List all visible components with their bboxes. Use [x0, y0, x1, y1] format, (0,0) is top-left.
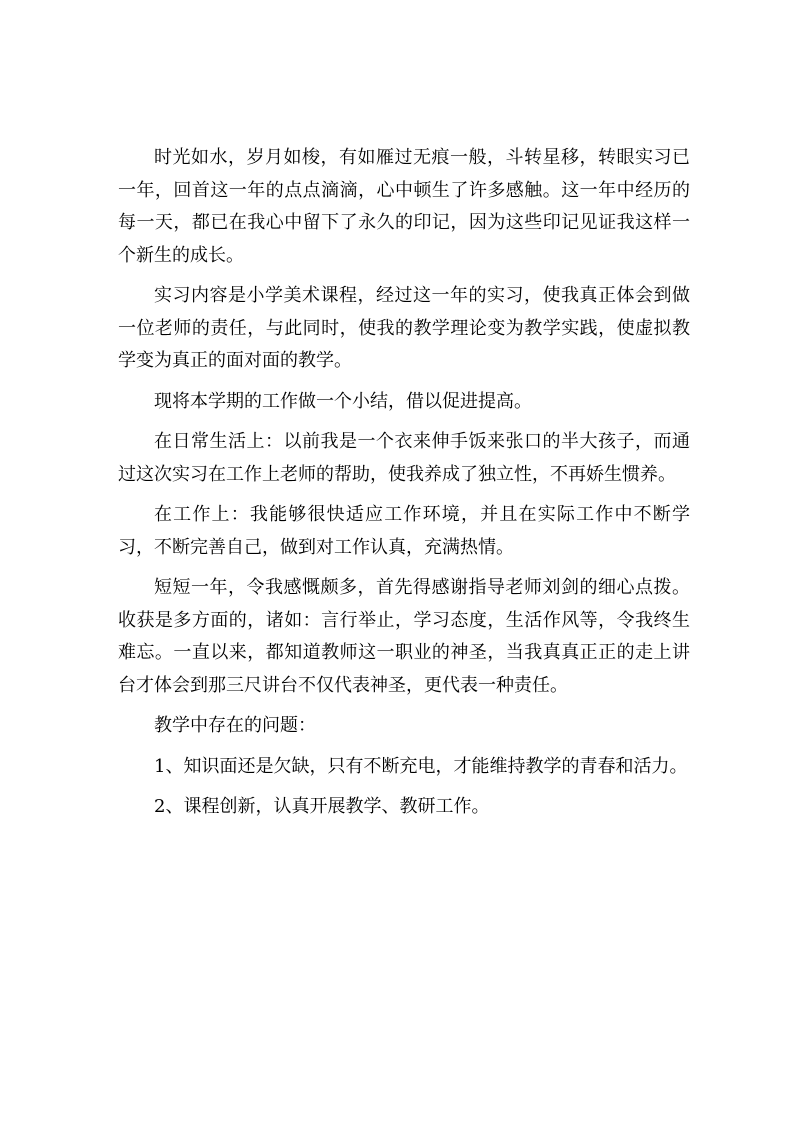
paragraph-problems-heading: 教学中存在的问题：	[154, 715, 316, 736]
paragraph-daily-life: 在日常生活上：以前我是一个衣来伸手饭来张口的半大孩子，而通过这次实习在工作上老师的帮助，使我养成了独立性，不再娇生惯养。	[118, 431, 690, 485]
paragraph-summary-note: 现将本学期的工作做一个小结，借以促进提高。	[154, 390, 532, 412]
paragraph-intro: 时光如水，岁月如梭，有如雁过无痕一般，斗转星移，转眼实习已一年，回首这一年的点点滴滴，心中顿生了许多感触。这一年中经历的每一天，都已在我心中留下了永久的印记，因为这些印记见证我这样一个新生的成长。	[118, 147, 690, 266]
paragraph-problem-1: 1、知识面还是欠缺，只有不断充电，才能维持教学的青春和活力。	[154, 755, 688, 777]
paragraph-work: 在工作上：我能够很快适应工作环境，并且在实际工作中不断学习，不断完善自己，做到对工作认真，充满热情。	[118, 504, 690, 558]
paragraph-reflection: 短短一年，令我感慨颇多，首先得感谢指导老师刘剑的细心点拨。收获是多方面的，诸如：言行举止，学习态度，生活作风等，令我终生难忘。一直以来，都知道教师这一职业的神圣，当我真真正正的走上讲台才体会到那三尺讲台不仅代表神圣，更代表一种责任。	[118, 577, 690, 696]
document-body	[118, 142, 690, 824]
paragraph-internship-content: 实习内容是小学美术课程，经过这一年的实习，使我真正体会到做一位老师的责任，与此同时，使我的教学理论变为教学实践，使虚拟教学变为真正的面对面的教学。	[118, 285, 690, 371]
paragraph-problem-2: 2、课程创新，认真开展教学、教研工作。	[154, 796, 490, 817]
